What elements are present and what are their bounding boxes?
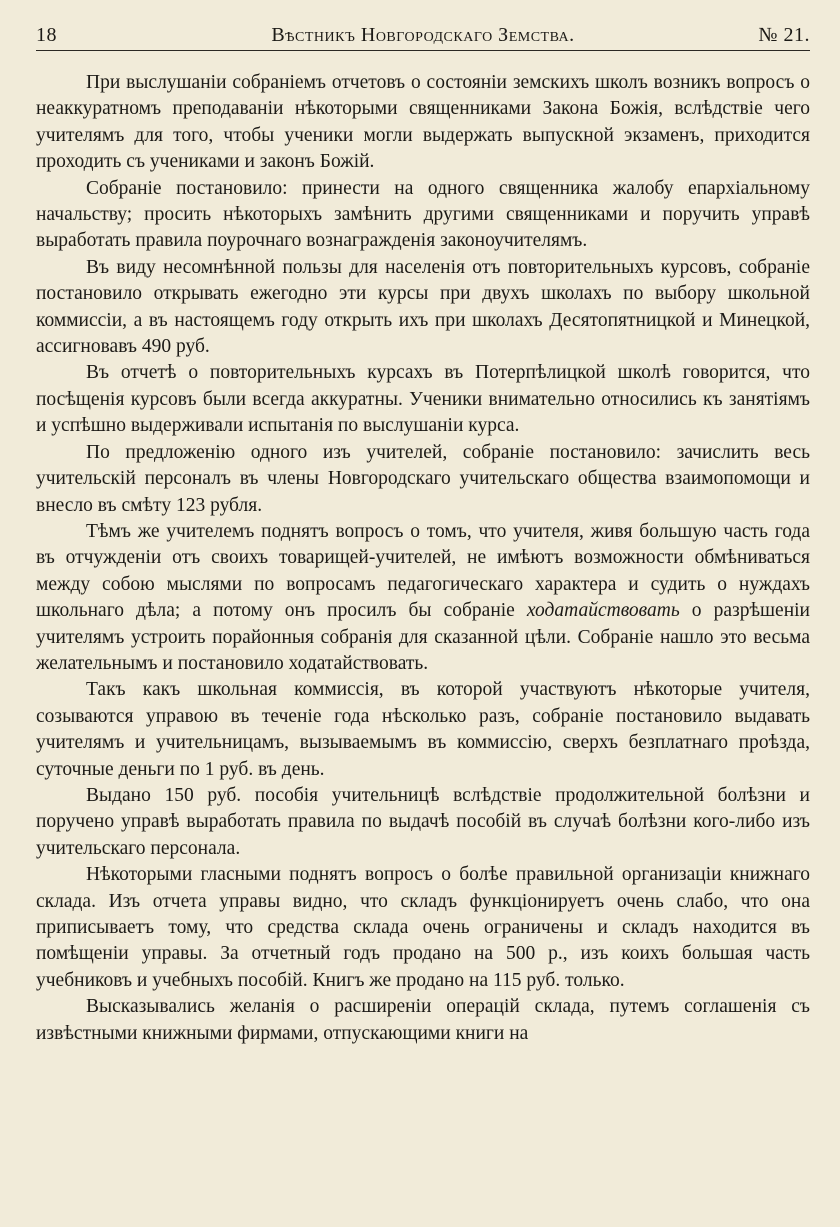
paragraph-text: о разрѣшеніи учителямъ устроить порайонныя собранія для сказанной цѣли. Собраніе нашло это весьма желательнымъ и постановило ходатайствовать. xyxy=(36,600,810,674)
paragraph: Нѣкоторыми гласными поднятъ вопросъ о болѣе правильной организаціи книжнаго склада. Изъ отчета управы видно, что складъ функціонируетъ очень слабо, что она приписываетъ тому, что средства склада очень ограничены и складъ находится въ помѣщеніи управы. За отчетный годъ продано на 500 р., изъ коихъ большая часть учебниковъ и учебныхъ пособій. Книгъ же продано на 115 руб. только. xyxy=(36,864,810,991)
paragraph: Выдано 150 руб. пособія учительницѣ вслѣдствіе продолжительной болѣзни и поручено управѣ выработать правила по выдачѣ пособій въ случаѣ болѣзни кого-либо изъ учительскаго персонала. xyxy=(36,784,810,859)
paragraph: Такъ какъ школьная коммиссія, въ которой участвуютъ нѣкоторые учителя, созываются управою въ теченіе года нѣсколько разъ, собраніе постановило выдавать учителямъ и учительницамъ, вызываемымъ въ коммиссію, сверхъ безплатнаго проѣзда, суточные деньги по 1 руб. въ день. xyxy=(36,679,810,780)
header-rule xyxy=(36,50,810,51)
running-header xyxy=(36,24,810,50)
paragraph: Въ виду несомнѣнной пользы для населенія отъ повторительныхъ курсовъ, собраніе постановило открывать ежегодно эти курсы при двухъ школахъ по выбору школьной коммиссіи, а въ настоящемъ году открыть ихъ при школахъ Десятопятницкой и Минецкой, ассигновавъ 490 руб. xyxy=(36,256,810,358)
issue-number: № 21. xyxy=(758,24,810,46)
paragraph: Въ отчетѣ о повторительныхъ курсахъ въ Потерпѣлицкой школѣ говорится, что посѣщенія курсовъ были всегда аккуратны. Ученики внимательно относились къ занятіямъ и успѣшно выдерживали испытанія по выслушаніи курса. xyxy=(36,362,810,437)
paragraph: По предложенію одного изъ учителей, собраніе постановило: зачислить весь учительскій персоналъ въ члены Новгородскаго учительскаго общества взаимопомощи и внесло въ смѣту 123 рубля. xyxy=(36,441,810,516)
page-body xyxy=(36,70,810,1047)
paragraph-text: Тѣмъ же учителемъ поднятъ вопросъ о томъ, что учителя, живя большую часть года въ отчужденіи отъ своихъ товарищей-учителей, не имѣютъ возможности обмѣниваться между собою мыслями по вопросамъ педагогическаго характера и судить о нуждахъ школьнаго дѣла; а потому онъ просилъ бы собраніе xyxy=(36,520,810,622)
journal-title: Вѣстникъ Новгородскаго Земства. xyxy=(271,24,575,46)
paragraph xyxy=(36,519,810,677)
paragraph: При выслушаніи собраніемъ отчетовъ о состояніи земскихъ школъ возникъ вопросъ о неаккуратномъ преподаваніи нѣкоторыми священниками Закона Божія, вслѣдствіе чего учителямъ для того, чтобы ученики могли выдержать выпускной экзаменъ, приходится проходить съ учениками и законъ Божій. xyxy=(36,72,810,173)
page-number: 18 xyxy=(36,24,57,46)
paragraph: Собраніе постановило: принести на одного священника жалобу епархіальному начальству; просить нѣкоторыхъ замѣнить другими священниками и поручить управѣ выработать правила поурочнаго вознагражденія законоучителямъ. xyxy=(36,177,810,252)
italic-term: ходатайствовать xyxy=(526,600,680,622)
paragraph: Высказывались желанія о расширеніи операцій склада, путемъ соглашенія съ извѣстными книжными фирмами, отпускающими книги на xyxy=(36,996,810,1044)
